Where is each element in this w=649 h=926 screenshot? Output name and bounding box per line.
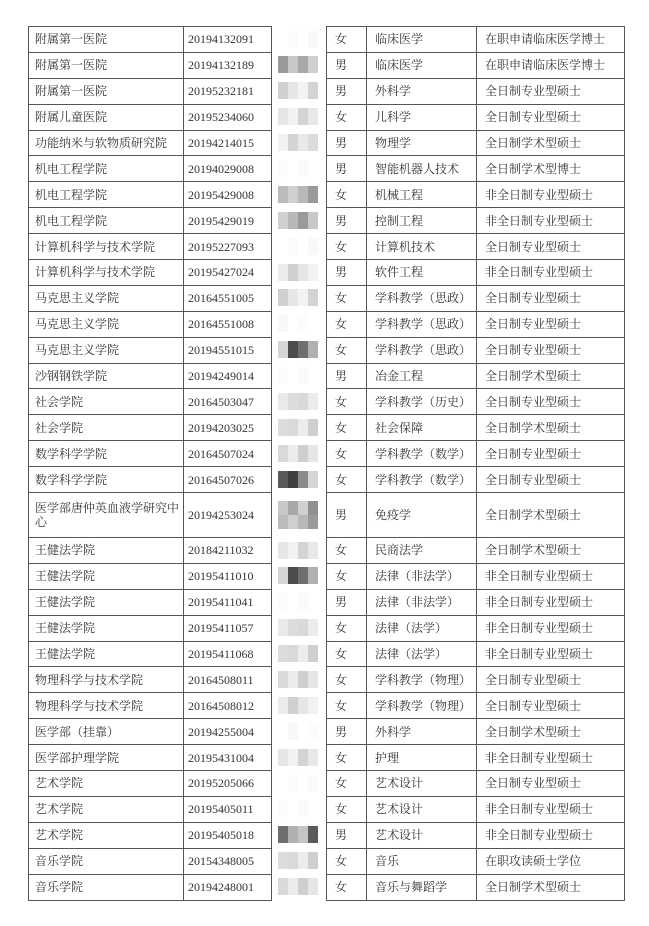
- major-cell: 学科教学（数学）: [367, 467, 477, 493]
- major-cell: 软件工程: [367, 260, 477, 286]
- gender-cell: 女: [327, 771, 367, 797]
- student-id-cell: 20195411010: [184, 563, 272, 589]
- major-cell: 社会保障: [367, 415, 477, 441]
- degree-type-cell: 非全日制专业型硕士: [477, 208, 625, 234]
- degree-type-cell: 全日制专业型硕士: [477, 337, 625, 363]
- department-cell: 马克思主义学院: [29, 285, 184, 311]
- pixelated-name-mask: [278, 445, 318, 462]
- gender-cell: 男: [327, 208, 367, 234]
- redacted-name-cell: [272, 719, 327, 745]
- redacted-name-cell: [272, 260, 327, 286]
- pixelated-name-mask: [278, 593, 318, 610]
- student-id-cell: 20164503047: [184, 389, 272, 415]
- pixelated-name-mask: [278, 723, 318, 740]
- department-cell: 王健法学院: [29, 641, 184, 667]
- table-row: [29, 441, 625, 467]
- department-cell: 数学科学学院: [29, 441, 184, 467]
- department-cell: 机电工程学院: [29, 208, 184, 234]
- department-cell: 王健法学院: [29, 615, 184, 641]
- degree-type-cell: 全日制学术型硕士: [477, 363, 625, 389]
- degree-type-cell: 全日制学术型硕士: [477, 130, 625, 156]
- department-cell: 机电工程学院: [29, 156, 184, 182]
- student-id-cell: 20195411068: [184, 641, 272, 667]
- pixelated-name-mask: [278, 501, 318, 529]
- table-row: [29, 208, 625, 234]
- major-cell: 临床医学: [367, 27, 477, 53]
- major-cell: 学科教学（思政）: [367, 285, 477, 311]
- pixelated-name-mask: [278, 419, 318, 436]
- degree-type-cell: 非全日制专业型硕士: [477, 182, 625, 208]
- redacted-name-cell: [272, 874, 327, 900]
- department-cell: 计算机科学与技术学院: [29, 234, 184, 260]
- degree-type-cell: 全日制学术型硕士: [477, 719, 625, 745]
- redacted-name-cell: [272, 745, 327, 771]
- student-id-cell: 20195429019: [184, 208, 272, 234]
- redacted-name-cell: [272, 415, 327, 441]
- major-cell: 音乐与舞蹈学: [367, 874, 477, 900]
- redacted-name-cell: [272, 441, 327, 467]
- table-row: [29, 311, 625, 337]
- student-id-cell: 20195411057: [184, 615, 272, 641]
- student-table: [28, 26, 625, 901]
- major-cell: 控制工程: [367, 208, 477, 234]
- gender-cell: 女: [327, 693, 367, 719]
- gender-cell: 男: [327, 78, 367, 104]
- department-cell: 沙钢钢铁学院: [29, 363, 184, 389]
- department-cell: 音乐学院: [29, 848, 184, 874]
- degree-type-cell: 全日制学术型硕士: [477, 538, 625, 564]
- pixelated-name-mask: [278, 341, 318, 358]
- redacted-name-cell: [272, 156, 327, 182]
- degree-type-cell: 全日制专业型硕士: [477, 771, 625, 797]
- gender-cell: 男: [327, 156, 367, 182]
- gender-cell: 女: [327, 538, 367, 564]
- major-cell: 民商法学: [367, 538, 477, 564]
- degree-type-cell: 全日制专业型硕士: [477, 389, 625, 415]
- table-row: [29, 771, 625, 797]
- redacted-name-cell: [272, 615, 327, 641]
- major-cell: 外科学: [367, 78, 477, 104]
- major-cell: 冶金工程: [367, 363, 477, 389]
- major-cell: 儿科学: [367, 104, 477, 130]
- student-id-cell: 20164507024: [184, 441, 272, 467]
- redacted-name-cell: [272, 822, 327, 848]
- major-cell: 学科教学（物理）: [367, 667, 477, 693]
- student-id-cell: 20195234060: [184, 104, 272, 130]
- department-cell: 附属第一医院: [29, 78, 184, 104]
- pixelated-name-mask: [278, 800, 318, 817]
- major-cell: 临床医学: [367, 52, 477, 78]
- redacted-name-cell: [272, 182, 327, 208]
- student-id-cell: 20195227093: [184, 234, 272, 260]
- redacted-name-cell: [272, 538, 327, 564]
- gender-cell: 女: [327, 441, 367, 467]
- student-id-cell: 20195429008: [184, 182, 272, 208]
- major-cell: 物理学: [367, 130, 477, 156]
- redacted-name-cell: [272, 208, 327, 234]
- department-cell: 艺术学院: [29, 771, 184, 797]
- pixelated-name-mask: [278, 108, 318, 125]
- major-cell: 艺术设计: [367, 822, 477, 848]
- gender-cell: 男: [327, 719, 367, 745]
- pixelated-name-mask: [278, 878, 318, 895]
- pixelated-name-mask: [278, 542, 318, 559]
- student-id-cell: 20195232181: [184, 78, 272, 104]
- table-row: [29, 848, 625, 874]
- department-cell: 音乐学院: [29, 874, 184, 900]
- table-row: [29, 27, 625, 53]
- student-id-cell: 20164551005: [184, 285, 272, 311]
- major-cell: 艺术设计: [367, 796, 477, 822]
- pixelated-name-mask: [278, 852, 318, 869]
- student-id-cell: 20164551008: [184, 311, 272, 337]
- pixelated-name-mask: [278, 619, 318, 636]
- gender-cell: 女: [327, 182, 367, 208]
- pixelated-name-mask: [278, 186, 318, 203]
- degree-type-cell: 非全日制专业型硕士: [477, 589, 625, 615]
- major-cell: 法律（法学）: [367, 641, 477, 667]
- redacted-name-cell: [272, 589, 327, 615]
- table-row: [29, 156, 625, 182]
- student-id-cell: 20194203025: [184, 415, 272, 441]
- degree-type-cell: 全日制专业型硕士: [477, 467, 625, 493]
- pixelated-name-mask: [278, 749, 318, 766]
- table-row: [29, 796, 625, 822]
- table-row: [29, 615, 625, 641]
- student-id-cell: 20164508012: [184, 693, 272, 719]
- department-cell: 附属第一医院: [29, 27, 184, 53]
- major-cell: 免疫学: [367, 493, 477, 538]
- degree-type-cell: 非全日制专业型硕士: [477, 615, 625, 641]
- redacted-name-cell: [272, 363, 327, 389]
- major-cell: 护理: [367, 745, 477, 771]
- student-id-cell: 20195205066: [184, 771, 272, 797]
- gender-cell: 女: [327, 745, 367, 771]
- department-cell: 艺术学院: [29, 796, 184, 822]
- major-cell: 学科教学（物理）: [367, 693, 477, 719]
- redacted-name-cell: [272, 641, 327, 667]
- gender-cell: 女: [327, 874, 367, 900]
- student-id-cell: 20195405011: [184, 796, 272, 822]
- redacted-name-cell: [272, 104, 327, 130]
- department-cell: 王健法学院: [29, 538, 184, 564]
- degree-type-cell: 非全日制专业型硕士: [477, 260, 625, 286]
- redacted-name-cell: [272, 693, 327, 719]
- degree-type-cell: 全日制学术型硕士: [477, 415, 625, 441]
- student-id-cell: 20194253024: [184, 493, 272, 538]
- degree-type-cell: 非全日制专业型硕士: [477, 745, 625, 771]
- major-cell: 学科教学（思政）: [367, 337, 477, 363]
- gender-cell: 男: [327, 363, 367, 389]
- table-row: [29, 493, 625, 538]
- redacted-name-cell: [272, 667, 327, 693]
- table-row: [29, 745, 625, 771]
- pixelated-name-mask: [278, 56, 318, 73]
- major-cell: 法律（非法学）: [367, 563, 477, 589]
- redacted-name-cell: [272, 130, 327, 156]
- gender-cell: 男: [327, 493, 367, 538]
- pixelated-name-mask: [278, 471, 318, 488]
- redacted-name-cell: [272, 285, 327, 311]
- redacted-name-cell: [272, 771, 327, 797]
- table-row: [29, 234, 625, 260]
- student-id-cell: 20194551015: [184, 337, 272, 363]
- redacted-name-cell: [272, 467, 327, 493]
- redacted-name-cell: [272, 848, 327, 874]
- table-row: [29, 641, 625, 667]
- pixelated-name-mask: [278, 238, 318, 255]
- pixelated-name-mask: [278, 826, 318, 843]
- major-cell: 法律（法学）: [367, 615, 477, 641]
- major-cell: 学科教学（思政）: [367, 311, 477, 337]
- major-cell: 学科教学（历史）: [367, 389, 477, 415]
- degree-type-cell: 全日制学术型硕士: [477, 493, 625, 538]
- department-cell: 功能纳米与软物质研究院: [29, 130, 184, 156]
- redacted-name-cell: [272, 389, 327, 415]
- department-cell: 机电工程学院: [29, 182, 184, 208]
- pixelated-name-mask: [278, 264, 318, 281]
- department-cell: 物理科学与技术学院: [29, 693, 184, 719]
- major-cell: 外科学: [367, 719, 477, 745]
- department-cell: 医学部（挂靠）: [29, 719, 184, 745]
- gender-cell: 女: [327, 615, 367, 641]
- gender-cell: 女: [327, 337, 367, 363]
- pixelated-name-mask: [278, 82, 318, 99]
- pixelated-name-mask: [278, 775, 318, 792]
- gender-cell: 女: [327, 285, 367, 311]
- gender-cell: 男: [327, 52, 367, 78]
- major-cell: 法律（非法学）: [367, 589, 477, 615]
- gender-cell: 女: [327, 563, 367, 589]
- redacted-name-cell: [272, 78, 327, 104]
- student-id-cell: 20164507026: [184, 467, 272, 493]
- student-id-cell: 20194255004: [184, 719, 272, 745]
- gender-cell: 男: [327, 260, 367, 286]
- department-cell: 附属儿童医院: [29, 104, 184, 130]
- degree-type-cell: 全日制专业型硕士: [477, 441, 625, 467]
- department-cell: 数学科学学院: [29, 467, 184, 493]
- department-cell: 王健法学院: [29, 589, 184, 615]
- redacted-name-cell: [272, 796, 327, 822]
- major-cell: 机械工程: [367, 182, 477, 208]
- table-row: [29, 538, 625, 564]
- student-id-cell: 20194248001: [184, 874, 272, 900]
- degree-type-cell: 全日制专业型硕士: [477, 693, 625, 719]
- pixelated-name-mask: [278, 393, 318, 410]
- department-cell: 医学部护理学院: [29, 745, 184, 771]
- degree-type-cell: 非全日制专业型硕士: [477, 822, 625, 848]
- gender-cell: 女: [327, 796, 367, 822]
- gender-cell: 女: [327, 104, 367, 130]
- table-body: [29, 27, 625, 901]
- department-cell: 物理科学与技术学院: [29, 667, 184, 693]
- redacted-name-cell: [272, 563, 327, 589]
- degree-type-cell: 全日制专业型硕士: [477, 311, 625, 337]
- pixelated-name-mask: [278, 289, 318, 306]
- table-row: [29, 667, 625, 693]
- pixelated-name-mask: [278, 315, 318, 332]
- student-id-cell: 20194132189: [184, 52, 272, 78]
- gender-cell: 女: [327, 311, 367, 337]
- redacted-name-cell: [272, 27, 327, 53]
- table-row: [29, 104, 625, 130]
- degree-type-cell: 全日制专业型硕士: [477, 667, 625, 693]
- table-row: [29, 52, 625, 78]
- gender-cell: 女: [327, 415, 367, 441]
- student-id-cell: 20164508011: [184, 667, 272, 693]
- student-list-sheet: [28, 26, 624, 901]
- gender-cell: 男: [327, 589, 367, 615]
- table-row: [29, 415, 625, 441]
- table-row: [29, 337, 625, 363]
- table-row: [29, 78, 625, 104]
- gender-cell: 男: [327, 130, 367, 156]
- student-id-cell: 20194249014: [184, 363, 272, 389]
- gender-cell: 男: [327, 822, 367, 848]
- degree-type-cell: 全日制学术型硕士: [477, 874, 625, 900]
- gender-cell: 女: [327, 667, 367, 693]
- table-row: [29, 874, 625, 900]
- table-row: [29, 130, 625, 156]
- table-row: [29, 182, 625, 208]
- pixelated-name-mask: [278, 367, 318, 384]
- degree-type-cell: 全日制专业型硕士: [477, 285, 625, 311]
- major-cell: 学科教学（数学）: [367, 441, 477, 467]
- table-row: [29, 563, 625, 589]
- pixelated-name-mask: [278, 212, 318, 229]
- redacted-name-cell: [272, 493, 327, 538]
- gender-cell: 女: [327, 389, 367, 415]
- student-id-cell: 20195411041: [184, 589, 272, 615]
- table-row: [29, 389, 625, 415]
- student-id-cell: 20194132091: [184, 27, 272, 53]
- redacted-name-cell: [272, 337, 327, 363]
- student-id-cell: 20184211032: [184, 538, 272, 564]
- student-id-cell: 20194214015: [184, 130, 272, 156]
- gender-cell: 女: [327, 848, 367, 874]
- student-id-cell: 20194029008: [184, 156, 272, 182]
- student-id-cell: 20195405018: [184, 822, 272, 848]
- department-cell: 马克思主义学院: [29, 311, 184, 337]
- major-cell: 音乐: [367, 848, 477, 874]
- department-cell: 附属第一医院: [29, 52, 184, 78]
- table-row: [29, 363, 625, 389]
- table-row: [29, 589, 625, 615]
- table-row: [29, 822, 625, 848]
- major-cell: 计算机技术: [367, 234, 477, 260]
- gender-cell: 女: [327, 234, 367, 260]
- degree-type-cell: 全日制学术型博士: [477, 156, 625, 182]
- student-id-cell: 20154348005: [184, 848, 272, 874]
- pixelated-name-mask: [278, 671, 318, 688]
- department-cell: 王健法学院: [29, 563, 184, 589]
- pixelated-name-mask: [278, 160, 318, 177]
- degree-type-cell: 非全日制专业型硕士: [477, 563, 625, 589]
- student-id-cell: 20195431004: [184, 745, 272, 771]
- major-cell: 艺术设计: [367, 771, 477, 797]
- table-row: [29, 285, 625, 311]
- table-row: [29, 693, 625, 719]
- student-id-cell: 20195427024: [184, 260, 272, 286]
- degree-type-cell: 在职申请临床医学博士: [477, 52, 625, 78]
- department-cell: 马克思主义学院: [29, 337, 184, 363]
- degree-type-cell: 在职申请临床医学博士: [477, 27, 625, 53]
- degree-type-cell: 在职攻读硕士学位: [477, 848, 625, 874]
- pixelated-name-mask: [278, 134, 318, 151]
- pixelated-name-mask: [278, 567, 318, 584]
- pixelated-name-mask: [278, 31, 318, 48]
- table-row: [29, 719, 625, 745]
- degree-type-cell: 非全日制专业型硕士: [477, 641, 625, 667]
- table-row: [29, 467, 625, 493]
- table-row: [29, 260, 625, 286]
- pixelated-name-mask: [278, 645, 318, 662]
- degree-type-cell: 全日制专业型硕士: [477, 104, 625, 130]
- redacted-name-cell: [272, 52, 327, 78]
- department-cell: 艺术学院: [29, 822, 184, 848]
- redacted-name-cell: [272, 234, 327, 260]
- department-cell: 医学部唐仲英血液学研究中心: [29, 493, 184, 538]
- department-cell: 社会学院: [29, 415, 184, 441]
- gender-cell: 女: [327, 467, 367, 493]
- degree-type-cell: 非全日制专业型硕士: [477, 796, 625, 822]
- gender-cell: 女: [327, 641, 367, 667]
- department-cell: 社会学院: [29, 389, 184, 415]
- degree-type-cell: 全日制专业型硕士: [477, 78, 625, 104]
- major-cell: 智能机器人技术: [367, 156, 477, 182]
- department-cell: 计算机科学与技术学院: [29, 260, 184, 286]
- degree-type-cell: 全日制专业型硕士: [477, 234, 625, 260]
- redacted-name-cell: [272, 311, 327, 337]
- gender-cell: 女: [327, 27, 367, 53]
- pixelated-name-mask: [278, 697, 318, 714]
